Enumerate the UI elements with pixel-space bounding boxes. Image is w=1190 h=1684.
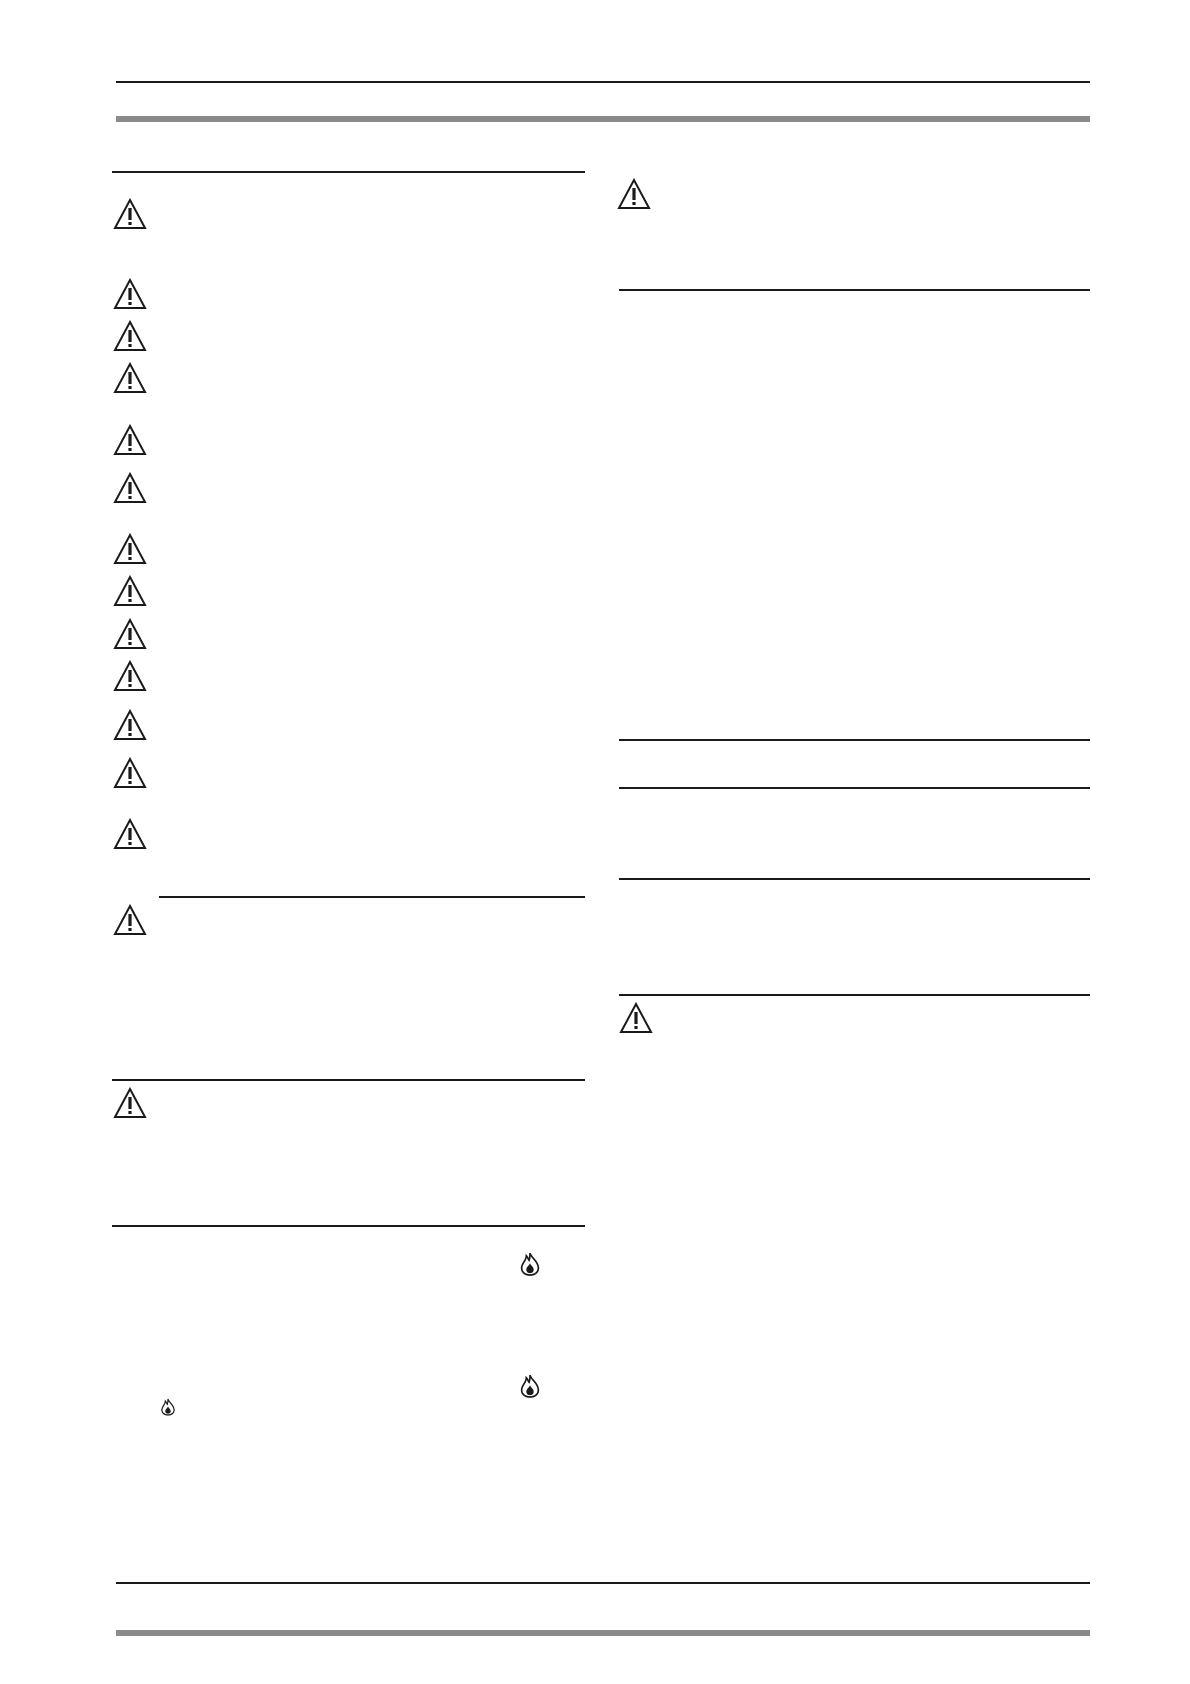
warning-triangle-icon xyxy=(113,818,147,850)
right-section-rule-5 xyxy=(619,994,1090,996)
warning-triangle-icon xyxy=(113,660,147,692)
warning-triangle-icon xyxy=(113,757,147,789)
warning-triangle-icon xyxy=(113,709,147,741)
left-section-rule-1 xyxy=(112,171,585,173)
warning-triangle-icon xyxy=(113,533,147,565)
left-section-rule-2 xyxy=(159,896,585,898)
footer-band xyxy=(116,1630,1090,1636)
footer-rule xyxy=(116,1582,1090,1584)
warning-triangle-icon xyxy=(619,1002,653,1034)
header-rule xyxy=(116,81,1090,83)
right-section-rule-1 xyxy=(619,289,1090,291)
header-band xyxy=(116,116,1090,122)
left-section-rule-4 xyxy=(112,1225,585,1227)
warning-triangle-icon xyxy=(113,198,147,230)
warning-triangle-icon xyxy=(113,575,147,607)
flame-icon xyxy=(519,1374,541,1398)
right-section-rule-2 xyxy=(619,739,1090,741)
warning-triangle-icon xyxy=(113,362,147,394)
warning-triangle-icon xyxy=(113,320,147,352)
flame-icon xyxy=(160,1398,176,1416)
right-section-rule-4 xyxy=(619,878,1090,880)
warning-triangle-icon xyxy=(113,278,147,310)
warning-triangle-icon xyxy=(113,618,147,650)
warning-triangle-icon xyxy=(113,1087,147,1119)
right-section-rule-3 xyxy=(619,787,1090,789)
flame-icon xyxy=(519,1252,541,1276)
warning-triangle-icon xyxy=(617,178,651,210)
left-section-rule-3 xyxy=(112,1079,585,1081)
warning-triangle-icon xyxy=(113,904,147,936)
warning-triangle-icon xyxy=(113,424,147,456)
warning-triangle-icon xyxy=(113,472,147,504)
